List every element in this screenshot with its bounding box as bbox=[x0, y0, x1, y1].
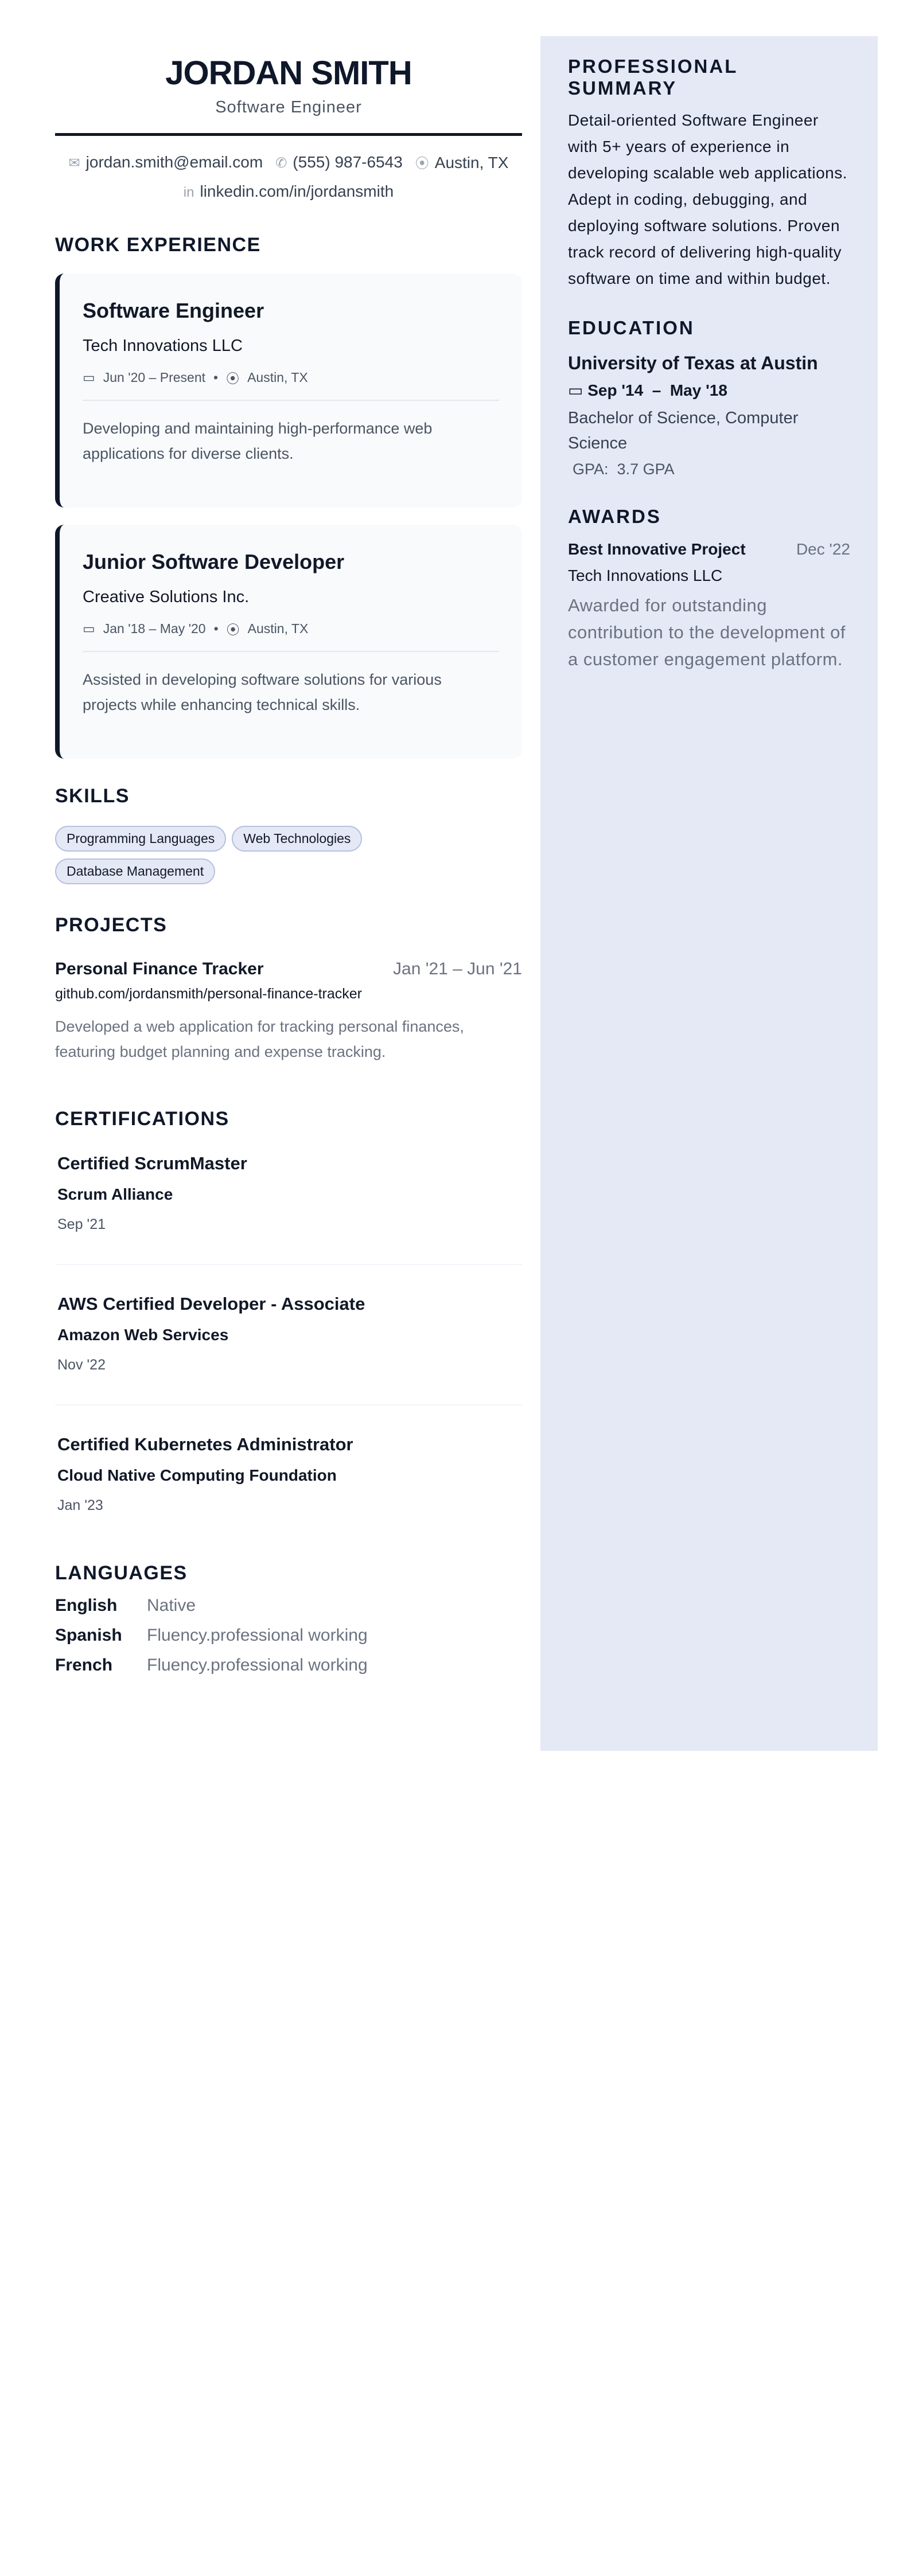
certifications-heading: CERTIFICATIONS bbox=[55, 1108, 229, 1130]
degree: Bachelor of Science, Computer Science bbox=[568, 409, 799, 452]
language-item bbox=[55, 1596, 522, 1615]
location-icon: ⦿ bbox=[415, 156, 429, 171]
project-dates: Jan '21 – Jun '21 bbox=[393, 959, 522, 978]
skills-list bbox=[55, 826, 399, 884]
divider bbox=[83, 651, 499, 652]
candidate-title: Software Engineer bbox=[215, 98, 362, 116]
language-item bbox=[55, 1656, 522, 1675]
certification-item bbox=[55, 1130, 522, 1265]
project-name: Personal Finance Tracker bbox=[55, 959, 264, 978]
award-description: Awarded for outstanding contribution to the development of a customer engagement platform. bbox=[568, 595, 846, 669]
location-icon: ⦿ bbox=[226, 622, 240, 637]
candidate-name: JORDAN SMITH bbox=[165, 54, 412, 92]
contact-row-2 bbox=[55, 182, 522, 201]
skills-heading: SKILLS bbox=[55, 785, 130, 807]
job-location: Austin, TX bbox=[247, 621, 309, 636]
location: Austin, TX bbox=[434, 154, 509, 171]
sidebar bbox=[540, 36, 878, 1751]
calendar-icon: ▭ bbox=[568, 381, 588, 399]
cert-date: Nov '22 bbox=[57, 1357, 106, 1373]
cert-date: Sep '21 bbox=[57, 1216, 106, 1232]
language-item bbox=[55, 1626, 522, 1645]
projects-heading: PROJECTS bbox=[55, 914, 168, 936]
cert-issuer: Scrum Alliance bbox=[57, 1185, 173, 1203]
awards-heading: AWARDS bbox=[568, 506, 661, 527]
award-org: Tech Innovations LLC bbox=[568, 567, 723, 584]
language-name: English bbox=[55, 1596, 118, 1615]
skill-chip: Database Management bbox=[55, 858, 215, 884]
contact-row bbox=[55, 152, 522, 172]
award-date: Dec '22 bbox=[796, 540, 850, 558]
language-name: Spanish bbox=[55, 1626, 122, 1645]
project-item bbox=[55, 959, 522, 979]
language-level: Fluency.professional working bbox=[147, 1656, 368, 1675]
summary-text: Detail-oriented Software Engineer with 5+ years of experience in developing scalable web applications. Adept in coding, debugging, and deploying software solutions. Proven track record of delivering high-quality software on time and within budget. bbox=[568, 111, 848, 287]
work-item bbox=[55, 274, 522, 508]
separator-dot: • bbox=[213, 370, 219, 385]
language-name: French bbox=[55, 1656, 113, 1675]
job-location: Austin, TX bbox=[247, 370, 308, 385]
calendar-icon: ▭ bbox=[83, 621, 95, 636]
separator-dot: • bbox=[213, 621, 219, 636]
company: Tech Innovations LLC bbox=[83, 337, 243, 355]
phone[interactable]: (555) 987-6543 bbox=[293, 153, 403, 171]
gpa-label: GPA: bbox=[573, 460, 609, 478]
languages-heading: LANGUAGES bbox=[55, 1562, 188, 1584]
cert-name: AWS Certified Developer - Associate bbox=[57, 1294, 365, 1314]
calendar-icon: ▭ bbox=[83, 370, 95, 385]
certification-item bbox=[55, 1406, 522, 1545]
cert-date: Jan '23 bbox=[57, 1497, 103, 1513]
location-icon: ⦿ bbox=[226, 371, 240, 386]
skill-chip: Web Technologies bbox=[232, 826, 362, 852]
award-title: Best Innovative Project bbox=[568, 540, 746, 558]
education-heading: EDUCATION bbox=[568, 317, 695, 338]
certification-item bbox=[55, 1265, 522, 1406]
company: Creative Solutions Inc. bbox=[83, 588, 250, 606]
divider bbox=[83, 400, 499, 401]
language-level: Native bbox=[147, 1596, 196, 1615]
summary-heading: PROFESSIONAL SUMMARY bbox=[568, 56, 738, 99]
cert-issuer: Cloud Native Computing Foundation bbox=[57, 1466, 337, 1484]
education-dates: Sep '14 – May '18 bbox=[587, 381, 727, 399]
cert-name: Certified ScrumMaster bbox=[57, 1153, 247, 1173]
job-title: Software Engineer bbox=[83, 299, 264, 322]
job-description: Developing and maintaining high-performance web applications for diverse clients. bbox=[83, 420, 433, 462]
main-column bbox=[55, 36, 522, 1675]
work-item bbox=[55, 525, 522, 759]
job-dates: Jan '18 – May '20 bbox=[103, 621, 206, 636]
school-name: University of Texas at Austin bbox=[568, 353, 818, 373]
cert-name: Certified Kubernetes Administrator bbox=[57, 1434, 353, 1454]
skill-chip: Programming Languages bbox=[55, 826, 226, 852]
work-heading: WORK EXPERIENCE bbox=[55, 234, 261, 256]
email[interactable]: jordan.smith@email.com bbox=[85, 153, 263, 171]
award-item bbox=[568, 540, 850, 559]
job-title: Junior Software Developer bbox=[83, 550, 345, 573]
gpa-value: 3.7 GPA bbox=[617, 460, 675, 478]
job-dates: Jun '20 – Present bbox=[103, 370, 206, 385]
phone-icon: ✆ bbox=[275, 155, 287, 171]
languages-list bbox=[55, 1596, 522, 1675]
header-divider bbox=[55, 133, 522, 136]
linkedin-icon: in bbox=[183, 185, 194, 200]
project-link[interactable]: github.com/jordansmith/personal-finance-tracker bbox=[55, 986, 362, 1002]
mail-icon: ✉ bbox=[68, 155, 80, 171]
linkedin-link[interactable]: linkedin.com/in/jordansmith bbox=[200, 182, 394, 200]
job-description: Assisted in developing software solutions for various projects while enhancing technical skills. bbox=[83, 671, 442, 713]
cert-issuer: Amazon Web Services bbox=[57, 1326, 229, 1344]
project-description: Developed a web application for tracking personal finances, featuring budget planning and expense tracking. bbox=[55, 1018, 464, 1060]
language-level: Fluency.professional working bbox=[147, 1626, 368, 1645]
